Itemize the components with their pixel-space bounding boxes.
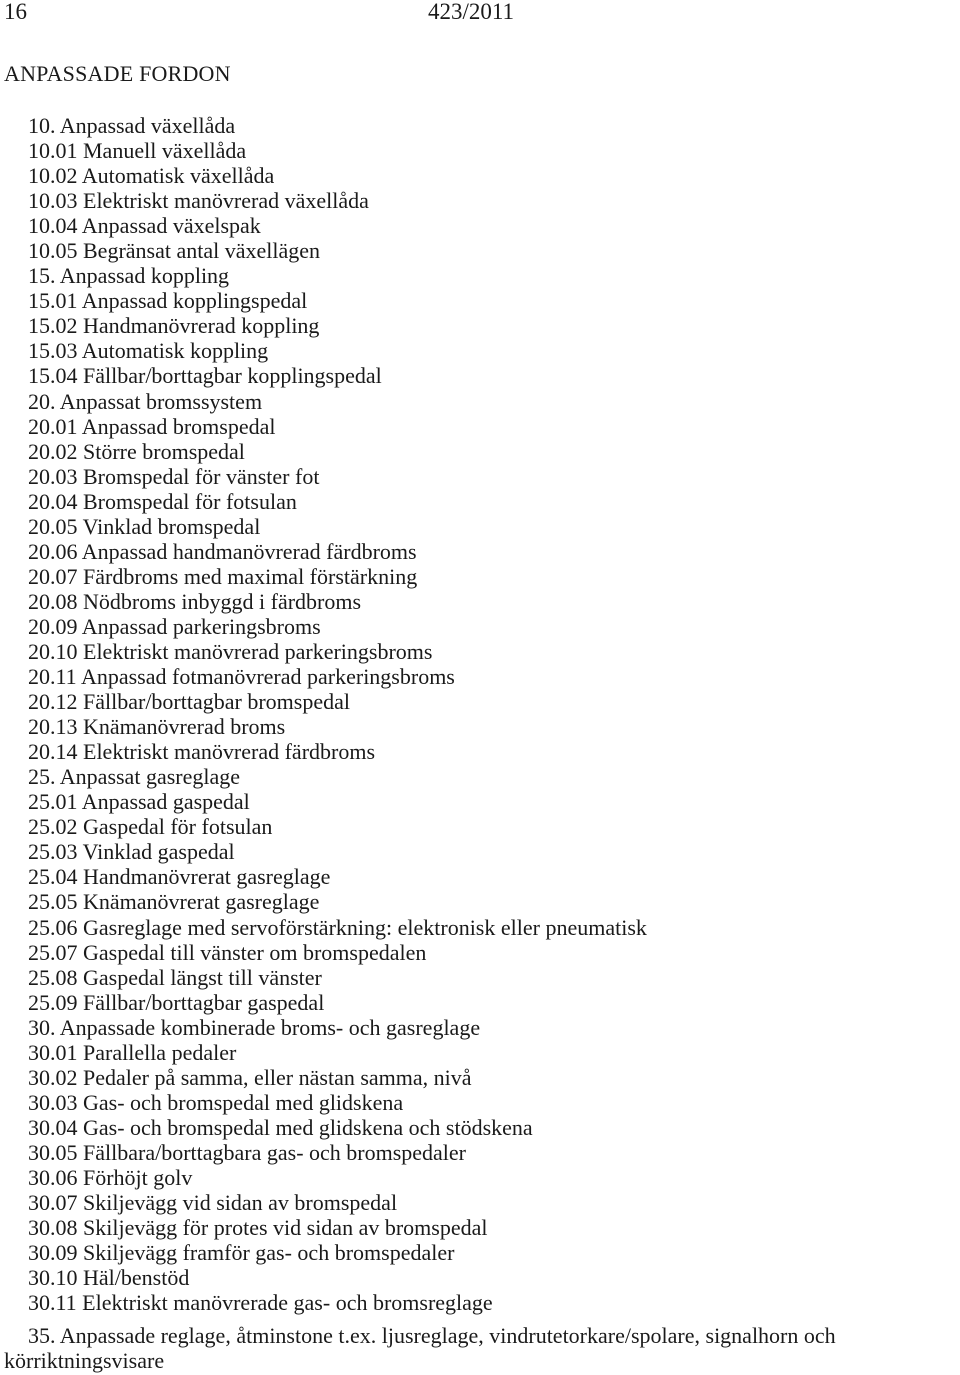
list-item: 30.02 Pedaler på samma, eller nästan samma, nivå — [28, 1064, 472, 1090]
page-number: 16 — [4, 0, 27, 24]
list-item: 20.09 Anpassad parkeringsbroms — [28, 613, 321, 639]
last-list-item-line-1: 35. Anpassade reglage, åtminstone t.ex. ljusreglage, vindrutetorkare/spolare, signalhorn och — [28, 1323, 836, 1348]
list-item: 20.08 Nödbroms inbyggd i färdbroms — [28, 588, 362, 614]
list-item: 25.04 Handmanövrerat gasreglage — [28, 864, 331, 890]
list-item: 30.08 Skiljevägg för protes vid sidan av bromspedal — [28, 1215, 488, 1241]
adaptation-code-list — [0, 113, 647, 1315]
list-item: 20.02 Större bromspedal — [28, 438, 245, 464]
last-list-item-line-2: körriktningsvisare — [4, 1348, 165, 1373]
list-item: 20.04 Bromspedal för fotsulan — [28, 488, 297, 514]
list-item: 30.07 Skiljevägg vid sidan av bromspedal — [28, 1190, 398, 1216]
list-item: 25.03 Vinklad gaspedal — [28, 839, 235, 865]
list-item: 30.01 Parallella pedaler — [28, 1039, 237, 1065]
list-item: 15. Anpassad koppling — [28, 263, 230, 289]
list-item: 20. Anpassat bromssystem — [28, 388, 263, 414]
list-item: 10.04 Anpassad växelspak — [28, 213, 261, 239]
list-item: 25.02 Gaspedal för fotsulan — [28, 814, 273, 840]
list-item: 10.01 Manuell växellåda — [28, 138, 247, 164]
list-item: 20.05 Vinklad bromspedal — [28, 513, 261, 539]
list-item: 20.13 Knämanövrerad broms — [28, 714, 286, 740]
list-item: 15.03 Automatisk koppling — [28, 338, 269, 364]
list-item: 10.03 Elektriskt manövrerad växellåda — [28, 188, 369, 214]
list-item: 15.02 Handmanövrerad koppling — [28, 313, 320, 339]
list-item: 10. Anpassad växellåda — [28, 113, 236, 138]
section-title: ANPASSADE FORDON — [4, 61, 231, 86]
list-item: 25.06 Gasreglage med servoförstärkning: elektronisk eller pneumatisk — [28, 914, 647, 940]
list-item: 10.02 Automatisk växellåda — [28, 163, 275, 189]
list-item: 30.03 Gas- och bromspedal med glidskena — [28, 1089, 404, 1115]
list-item: 30.11 Elektriskt manövrerade gas- och bromsreglage — [28, 1290, 493, 1316]
list-item: 30.09 Skiljevägg framför gas- och bromspedaler — [28, 1240, 455, 1266]
list-item: 20.01 Anpassad bromspedal — [28, 413, 276, 439]
list-item: 20.11 Anpassad fotmanövrerad parkeringsbroms — [28, 664, 455, 690]
list-item: 20.06 Anpassad handmanövrerad färdbroms — [28, 538, 417, 564]
last-list-item — [0, 1323, 960, 1373]
list-item: 15.04 Fällbar/borttagbar kopplingspedal — [28, 363, 382, 389]
list-item: 25. Anpassat gasreglage — [28, 764, 240, 790]
list-item: 30.04 Gas- och bromspedal med glidskena och stödskena — [28, 1114, 533, 1140]
list-item: 20.07 Färdbroms med maximal förstärkning — [28, 563, 418, 589]
document-reference: 423/2011 — [428, 0, 515, 24]
list-item: 10.05 Begränsat antal växellägen — [28, 238, 321, 264]
list-item: 20.12 Fällbar/borttagbar bromspedal — [28, 689, 350, 715]
list-item: 25.07 Gaspedal till vänster om bromspedalen — [28, 939, 427, 965]
list-item: 25.09 Fällbar/borttagbar gaspedal — [28, 989, 325, 1015]
list-item: 15.01 Anpassad kopplingspedal — [28, 288, 308, 314]
list-item: 25.05 Knämanövrerat gasreglage — [28, 889, 320, 915]
list-item: 30.05 Fällbara/borttagbara gas- och bromspedaler — [28, 1139, 467, 1165]
list-item: 25.08 Gaspedal längst till vänster — [28, 964, 322, 990]
list-item: 20.03 Bromspedal för vänster fot — [28, 463, 320, 489]
list-item: 30.06 Förhöjt golv — [28, 1164, 193, 1190]
list-item: 20.10 Elektriskt manövrerad parkeringsbroms — [28, 638, 433, 664]
list-item: 25.01 Anpassad gaspedal — [28, 789, 250, 815]
list-item: 30. Anpassade kombinerade broms- och gasreglage — [28, 1014, 481, 1040]
list-item: 20.14 Elektriskt manövrerad färdbroms — [28, 739, 376, 765]
list-item: 30.10 Häl/benstöd — [28, 1265, 190, 1291]
